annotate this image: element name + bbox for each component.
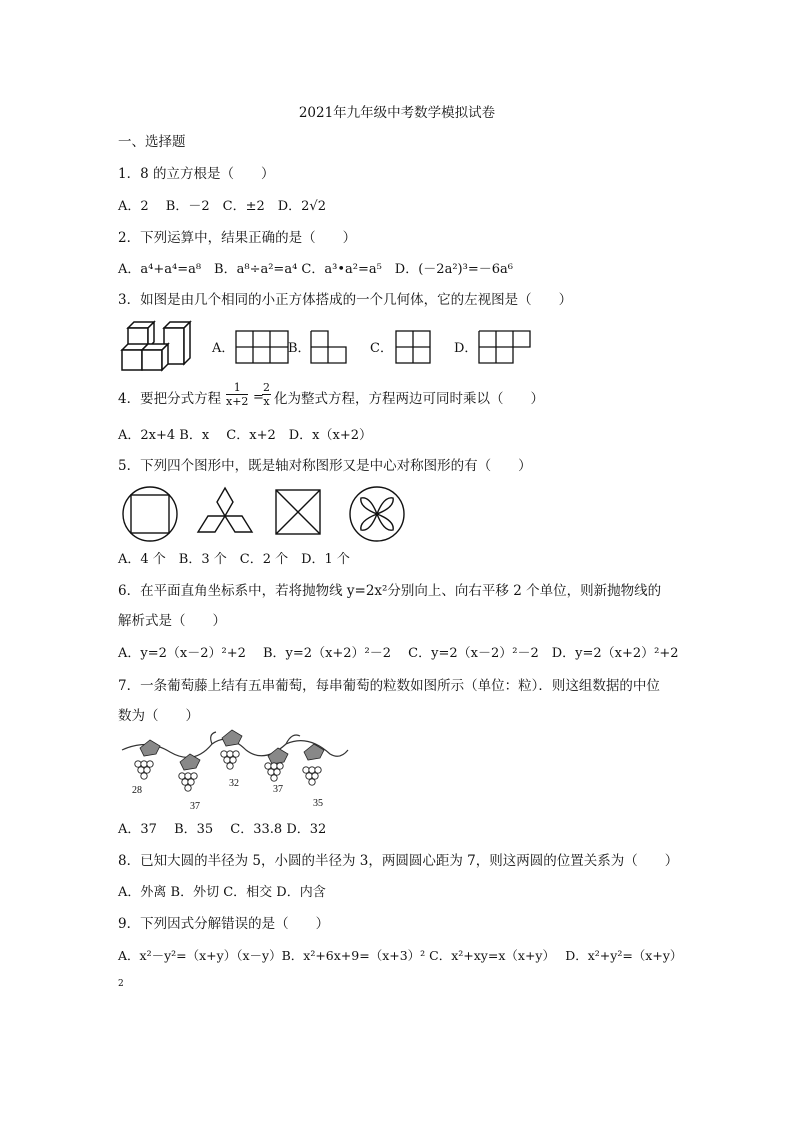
grape-count-4: 37	[273, 784, 283, 795]
question-9-stem: 9．下列因式分解错误的是（ ）	[118, 916, 330, 932]
question-2-options: A．a⁴+a⁴=a⁸ B．a⁸÷a²=a⁴ C．a³•a²=a⁵ D．(－2a²)³=－6a⁶	[118, 262, 513, 277]
grape-count-1: 28	[132, 785, 142, 796]
option-b-grid-figure	[310, 330, 348, 364]
question-4-stem-after: 化为整式方程，方程两边可同时乘以（ ）	[274, 391, 544, 407]
question-3-stem: 3．如图是由几个相同的小正方体搭成的一个几何体，它的左视图是（ ）	[118, 292, 573, 308]
option-d-grid-figure	[478, 330, 532, 364]
question-7-options: A．37 B．35 C．33.8 D．32	[118, 822, 327, 837]
question-4-stem-before: 4．要把分式方程	[118, 391, 222, 407]
option-a-grid-figure	[235, 330, 289, 364]
question-6-options: A．y=2（x－2）²+2 B．y=2（x+2）²－2 C．y=2（x－2）²－2 D．y=2（x+2）²+2	[118, 646, 679, 661]
question-7-stem-line-1: 7．一条葡萄藤上结有五串葡萄，每串葡萄的粒数如图所示（单位：粒）．则这组数据的中位	[118, 678, 660, 694]
grape-count-5: 35	[313, 798, 323, 809]
question-5-stem: 5．下列四个图形中，既是轴对称图形又是中心对称图形的有（ ）	[118, 458, 532, 474]
question-8-options: A．外离 B．外切 C．相交 D．内含	[118, 885, 326, 900]
question-9-options: A．x²－y²=（x+y）（x－y）B．x²+6x+9=（x+3）² C．x²+xy=x（x+y） D．x²+y²=（x+y）	[118, 948, 683, 963]
question-5-options: A．4 个 B．3 个 C．2 个 D．1 个	[118, 552, 350, 567]
question-2-stem: 2．下列运算中，结果正确的是（ ）	[118, 230, 357, 246]
option-a-label: A．	[212, 341, 235, 356]
option-c-grid-figure	[395, 330, 431, 364]
question-9-option-d-exponent: 2	[118, 979, 124, 989]
option-c-label: C．	[370, 341, 393, 356]
grape-vine-figure	[118, 730, 350, 812]
question-7-stem-line-2: 数为（ ）	[118, 708, 199, 724]
question-6-stem-line-2: 解析式是（ ）	[118, 613, 226, 629]
fraction-1-numerator: 1	[226, 381, 248, 395]
question-1-options: A．2 B．－2 C．±2 D．2√2	[118, 199, 326, 214]
fraction-2-denominator: x	[263, 395, 270, 408]
fraction-1-over-x-plus-2	[226, 381, 248, 408]
option-b-label: B．	[288, 341, 311, 356]
page-title: 2021年九年级中考数学模拟试卷	[298, 105, 496, 121]
grape-count-3: 32	[229, 778, 239, 789]
question-6-stem-line-1: 6．在平面直角坐标系中，若将抛物线 y=2x²分别向上、向右平移 2 个单位，则新抛物线的	[118, 583, 662, 599]
fraction-2-over-x	[262, 381, 271, 408]
question-1-stem: 1．8 的立方根是（ ）	[118, 166, 275, 182]
equals-sign: =	[253, 390, 264, 405]
fraction-2-numerator: 2	[263, 381, 270, 394]
section-heading: 一、选择题	[118, 134, 186, 150]
question-8-stem: 8．已知大圆的半径为 5，小圆的半径为 3，两圆圆心距为 7，则这两圆的位置关系为（ ）	[118, 853, 679, 869]
cube-solid-figure	[120, 320, 192, 372]
symmetry-figures	[118, 486, 408, 542]
question-4-options: A．2x+4 B．x C．x+2 D．x（x+2）	[118, 428, 372, 443]
grape-count-2: 37	[190, 801, 200, 812]
option-d-label: D．	[454, 341, 478, 356]
fraction-1-denominator: x+2	[226, 395, 249, 408]
